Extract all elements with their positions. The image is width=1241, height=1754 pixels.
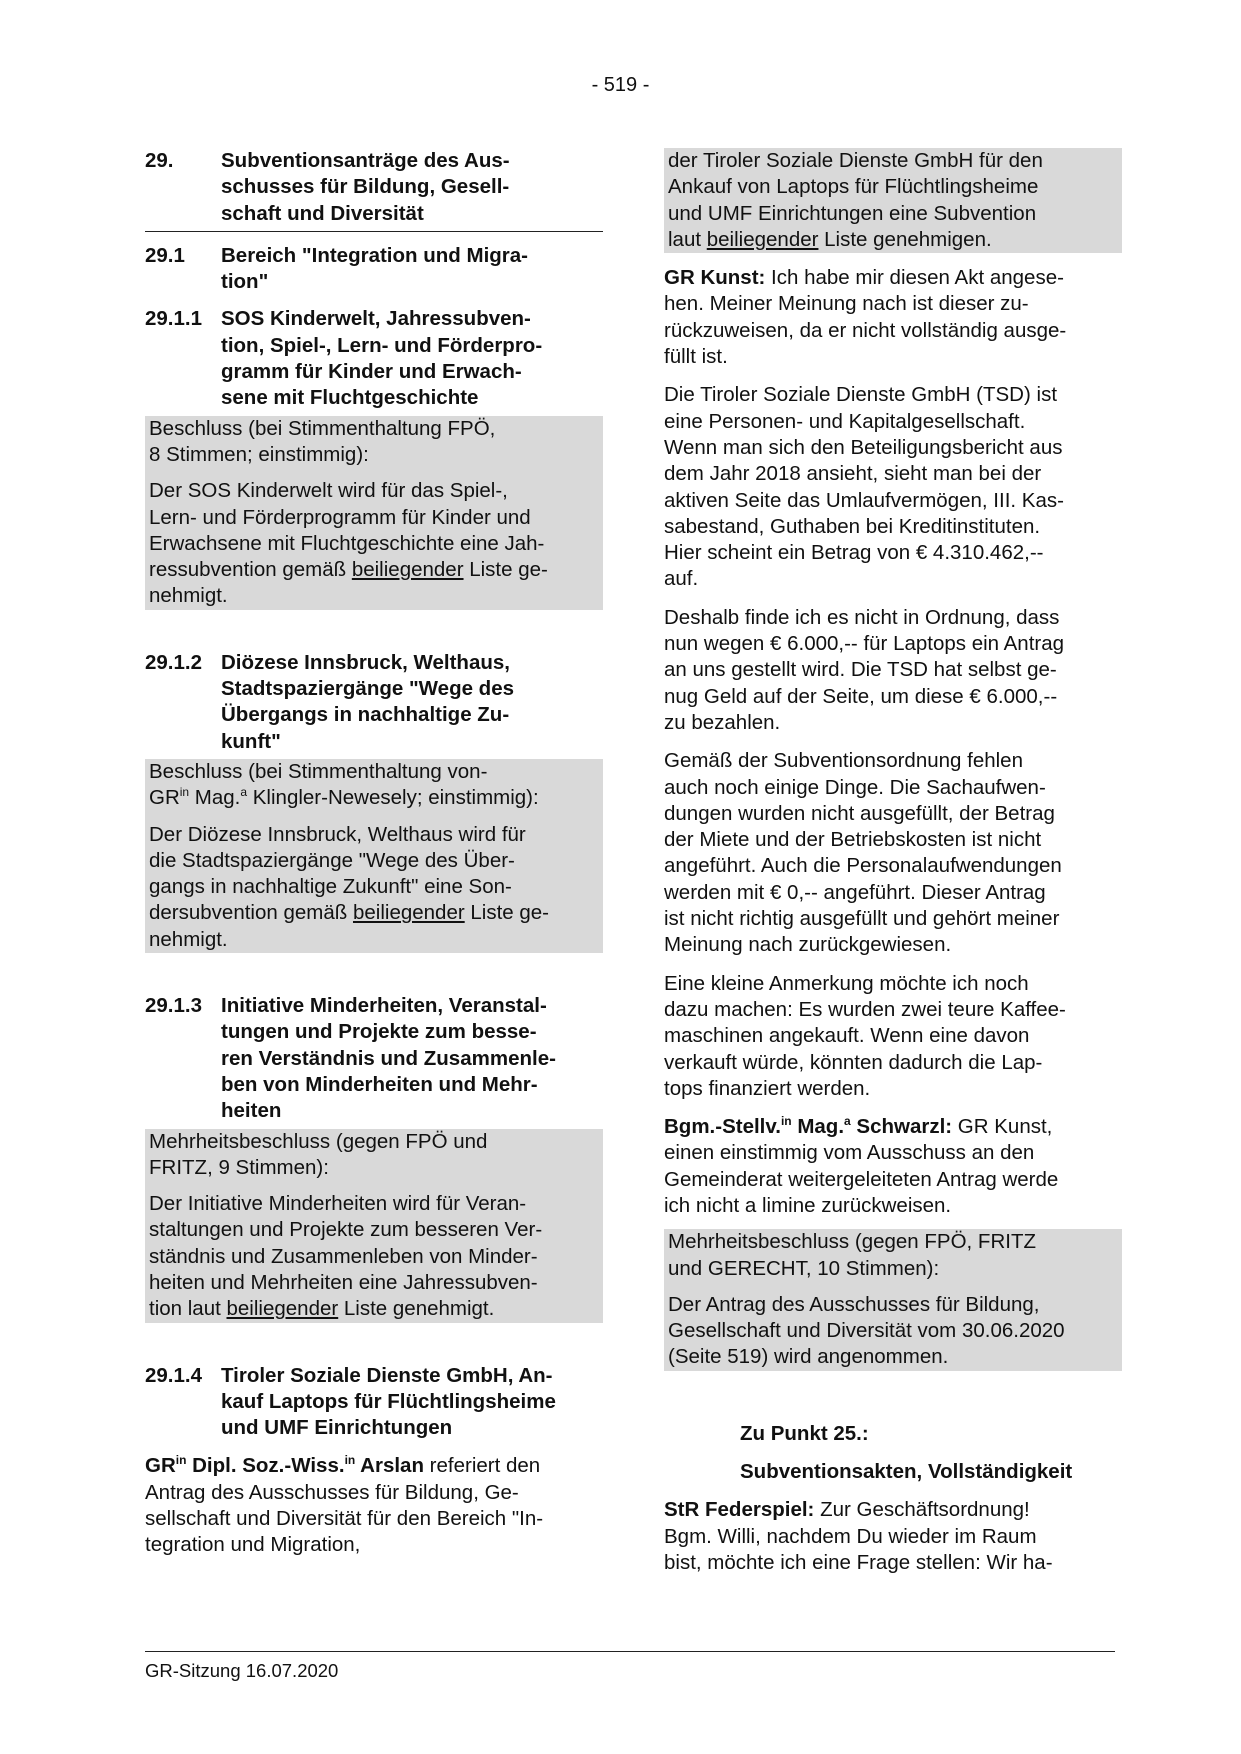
schwarzl-paragraph: Bgm.-Stellv.$^{in}$ Mag.$^a$ Schwarzl: GR Kunst, einen einstimmig vom Ausschuss an den Gemeinderat weitergeleiteten Antrag werde ich nicht a limine zurückweisen. <box>664 1114 1059 1217</box>
heading-line: Bereich "Integration und Migra- <box>221 243 528 267</box>
attachment-reference: beiliegender <box>352 901 465 925</box>
heading-number: 29.1.2 <box>145 650 202 674</box>
footer-text: GR-Sitzung 16.07.2020 <box>145 1660 339 1681</box>
heading-line: Übergangs in nachhaltige Zu- <box>221 703 510 727</box>
heading-line: tion" <box>221 270 269 294</box>
heading-line: kunft" <box>221 729 281 753</box>
heading-number: 29.1.4 <box>145 1363 202 1387</box>
heading-29-1-3 <box>145 993 603 1124</box>
speaker-name: $GR^{in}$ Dipl. Soz.-Wiss.$^{in}$ Arslan <box>145 1453 424 1478</box>
heading-line: SOS Kinderwelt, Jahressubven- <box>221 307 531 331</box>
resolution-text: Beschluss (bei Stimmenthaltung FPÖ, 8 Stimmen; einstimmig): <box>149 416 496 466</box>
heading-line: Subventionsanträge des Aus- <box>221 149 510 172</box>
resolution-block-2 <box>145 759 603 953</box>
speaker-name: StR Federspiel: <box>664 1498 815 1522</box>
heading-29-1-4 <box>145 1363 603 1442</box>
resolution-text: Mehrheitsbeschluss (gegen FPÖ und FRITZ, 9 Stimmen): <box>149 1129 488 1179</box>
resolution-text: Beschluss (bei Stimmenthaltung von- $GR^{in}$ Mag.$^a$ Klingler-Newesely; einstimmig): <box>149 759 539 810</box>
paragraph-coffee-machines: Eine kleine Anmerkung möchte ich noch dazu machen: Es wurden zwei teure Kaffee- maschinen angekauft. Wenn eine davon verkauft würde, könnten dadurch die Lap- tops finanziert werden. <box>664 971 1066 1100</box>
heading-line: schusses für Bildung, Gesell- <box>221 175 510 199</box>
heading-line: schaft und Diversität <box>221 201 424 225</box>
heading-line: ben von Minderheiten und Mehr- <box>221 1072 538 1096</box>
heading-29-1-2 <box>145 650 603 755</box>
resolution-text: Mehrheitsbeschluss (gegen FPÖ, FRITZ und GERECHT, 10 Stimmen): <box>668 1230 1036 1280</box>
paragraph-tsd: Die Tiroler Soziale Dienste GmbH (TSD) ist eine Personen- und Kapitalgesellschaft. Wenn man sich den Beteiligungsbericht aus dem Jahr 2018 ansieht, sieht man bei der aktiven Seite das Umlaufvermögen, III. Kas- sabestand, Guthaben bei Kreditinstituten. Hier scheint ein Betrag von € 4.310.462,-- auf. <box>664 383 1064 591</box>
heading-line: kauf Laptops für Flüchtlingsheime <box>221 1389 556 1413</box>
right-column <box>664 148 1122 1576</box>
heading-29 <box>145 148 603 232</box>
heading-29-1-1 <box>145 306 603 411</box>
heading-line: ren Verständnis und Zusammenle- <box>221 1046 556 1070</box>
heading-line: tion, Spiel-, Lern- und Förderpro- <box>221 333 543 357</box>
decision-text: Der Antrag des Ausschusses für Bildung, Gesellschaft und Diversität vom 30.06.2020 (Seite 519) wird angenommen. <box>668 1292 1065 1369</box>
decision-text: Der Diözese Innsbruck, Welthaus wird für die Stadtspaziergänge "Wege des Über- gangs in nachhaltige Zukunft" eine Son- dersubvention gemäß beiliegender Liste ge- nehmigt. <box>149 822 550 951</box>
footer-divider <box>145 1651 1115 1652</box>
resolution-block-1 <box>145 416 603 610</box>
resolution-block-3 <box>145 1129 603 1323</box>
paragraph-subsidy-rules: Gemäß der Subventionsordnung fehlen auch noch einige Dinge. Die Sachaufwen- dungen wurden nicht ausgefüllt, der Betrag der Miete und der Betriebskosten ist nicht angeführt. Auch die Personalaufwendungen werden mit € 0,-- angeführt. Dieser Antrag ist nicht richtig ausgefüllt und gehört meiner Meinung nach zurückgewiesen. <box>664 749 1062 957</box>
heading-line: Initiative Minderheiten, Veranstal- <box>221 994 547 1018</box>
heading-number: 29.1 <box>145 243 185 267</box>
heading-number: 29.1.1 <box>145 307 202 331</box>
agenda-item-heading: Zu Punkt 25.: <box>740 1421 869 1445</box>
arslan-paragraph: $GR^{in}$ Dipl. Soz.-Wiss.$^{in}$ Arslan referiert den Antrag des Ausschusses für Bildung, Ge- sellschaft und Diversität für den Bereich "In- tegration und Migration, <box>145 1453 544 1557</box>
heading-line: tungen und Projekte zum besse- <box>221 1020 537 1044</box>
heading-line: Diözese Innsbruck, Welthaus, <box>221 650 510 674</box>
federspiel-paragraph: StR Federspiel: Zur Geschäftsordnung! Bgm. Willi, nachdem Du wieder im Raum bist, möchte ich eine Frage stellen: Wir ha- <box>664 1498 1053 1574</box>
heading-number: 29. <box>145 149 174 172</box>
heading-number: 29.1.3 <box>145 994 202 1018</box>
heading-line: gramm für Kinder und Erwach- <box>221 360 522 384</box>
heading-line: Tiroler Soziale Dienste GmbH, An- <box>221 1363 553 1387</box>
attachment-reference: beiliegender <box>226 1297 339 1321</box>
speaker-name: GR Kunst: <box>664 266 766 290</box>
heading-line: heiten <box>221 1099 282 1123</box>
heading-line: und UMF Einrichtungen <box>221 1416 453 1440</box>
resolution-block-4 <box>664 1229 1122 1370</box>
page-number: - 519 - <box>591 74 650 96</box>
paragraph-not-in-order: Deshalb finde ich es nicht in Ordnung, dass nun wegen € 6.000,-- für Laptops ein Antrag an uns gestellt wird. Die TSD hat selbst ge- nug Geld auf der Seite, um diese € 6.000,-- zu bezahlen. <box>664 605 1065 734</box>
continued-decision-block: der Tiroler Soziale Dienste GmbH für den Ankauf von Laptops für Flüchtlingsheime und UMF Einrichtungen eine Subvention laut beiliegender Liste genehmigen. <box>664 148 1122 253</box>
agenda-item-title: Subventionsakten, Vollständigkeit <box>740 1460 1073 1484</box>
left-column <box>145 148 603 1559</box>
heading-line: Stadtspaziergänge "Wege des <box>221 677 515 701</box>
speaker-name: Bgm.-Stellv.$^{in}$ Mag.$^a$ Schwarzl: <box>664 1114 953 1139</box>
heading-29-1 <box>145 243 603 296</box>
attachment-reference: beiliegender <box>351 558 464 582</box>
kunst-paragraph: GR Kunst: Ich habe mir diesen Akt angese- hen. Meiner Meinung nach ist dieser zu- rückzuweisen, da er nicht vollständig ausge- füllt ist. <box>664 266 1067 369</box>
decision-text: Der SOS Kinderwelt wird für das Spiel-, Lern- und Förderprogramm für Kinder und Erwachsene mit Fluchtgeschichte eine Jah- ressubvention gemäß beiliegender Liste ge- nehmigt. <box>149 479 548 608</box>
heading-line: sene mit Fluchtgeschichte <box>221 386 479 410</box>
attachment-reference: beiliegender <box>706 227 819 251</box>
decision-text: Der Initiative Minderheiten wird für Veran- staltungen und Projekte zum besseren Ver- ständnis und Zusammenleben von Minder- heiten und Mehrheiten eine Jahressubven- tion laut beiliegender Liste genehmigt. <box>149 1192 543 1321</box>
